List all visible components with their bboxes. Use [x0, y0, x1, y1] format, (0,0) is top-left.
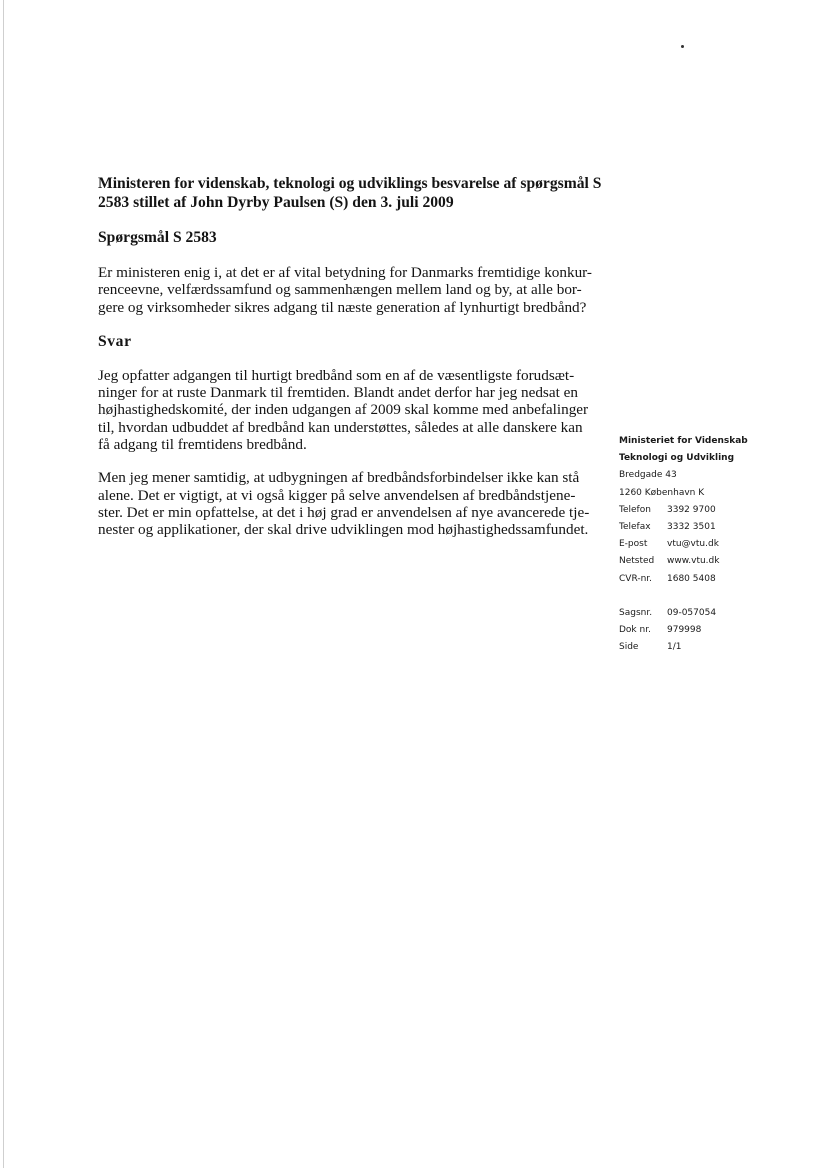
case-value: 979998	[667, 625, 702, 636]
answer-paragraph-2	[98, 469, 593, 538]
case-row-doc	[619, 622, 809, 639]
contact-label: E-post	[619, 539, 648, 550]
answer-line: højhastighedskomité, der inden udgangen af 2009 skal komme med anbefalinger	[98, 401, 589, 419]
ministry-info-sidebar	[619, 433, 809, 656]
scan-edge-line	[3, 0, 4, 1168]
contact-value: vtu@vtu.dk	[667, 539, 719, 550]
question-line: renceevne, velfærdssamfund og sammenhængen mellem land og by, at alle bor-	[98, 281, 582, 299]
contact-row-phone	[619, 502, 809, 519]
case-label: Sagsnr.	[619, 607, 653, 618]
contact-value: 1680 5408	[667, 573, 716, 584]
ministry-name-line: Teknologi og Udvikling	[619, 453, 735, 464]
answer-line: alene. Det er vigtigt, at vi også kigger på selve anvendelsen af bredbåndstjene-	[98, 486, 576, 504]
answer-line: nester og applikationer, der skal drive udviklingen mod højhastighedssamfundet.	[98, 521, 589, 539]
letter-body	[98, 174, 602, 539]
answer-paragraph-1	[98, 367, 593, 453]
address-line: 1260 København K	[619, 487, 705, 498]
contact-row-cvr	[619, 571, 809, 588]
contact-row-fax	[619, 519, 809, 536]
address-line: Bredgade 43	[619, 470, 677, 481]
title-line: Ministeren for videnskab, teknologi og udviklings besvarelse af spørgsmål S	[98, 175, 602, 192]
answer-heading: Svar	[98, 332, 132, 350]
ministry-name-line: Ministeriet for Videnskab	[619, 436, 748, 446]
question-line: Er ministeren enig i, at det er af vital betydning for Danmarks fremtidige konkur-	[98, 264, 592, 281]
contact-value: www.vtu.dk	[667, 556, 720, 567]
answer-line: ster. Det er min opfattelse, at det i høj grad er anvendelsen af nye avancerede tje-	[98, 503, 590, 521]
case-label: Side	[619, 642, 639, 653]
title-line: 2583 stillet af John Dyrby Paulsen (S) den 3. juli 2009	[98, 194, 454, 211]
document-title	[98, 174, 602, 212]
answer-line: Men jeg mener samtidig, at udbygningen af bredbåndsforbindelser ikke kan stå	[98, 469, 580, 487]
case-label: Dok nr.	[619, 625, 651, 636]
question-line: gere og virksomheder sikres adgang til næste generation af lynhurtigt bredbånd?	[98, 298, 587, 316]
contact-label: CVR-nr.	[619, 573, 653, 584]
answer-line: Jeg opfatter adgangen til hurtigt bredbånd som en af de væsentligste forudsæt-	[98, 366, 575, 384]
case-row-page	[619, 639, 809, 656]
question-text	[98, 264, 593, 316]
contact-label: Netsted	[619, 556, 655, 567]
scan-speck	[681, 45, 684, 48]
case-value: 09-057054	[667, 607, 717, 618]
question-heading: Spørgsmål S 2583	[98, 229, 217, 246]
contact-value: 3392 9700	[667, 504, 716, 515]
contact-label: Telefax	[619, 522, 651, 533]
contact-label: Telefon	[619, 504, 651, 515]
contact-value: 3332 3501	[667, 522, 716, 533]
answer-line: få adgang til fremtidens bredbånd.	[98, 436, 307, 454]
case-value: 1/1	[667, 642, 682, 653]
contact-row-website	[619, 553, 809, 570]
answer-line: til, hvordan udbuddet af bredbånd kan understøttes, således at alle danskere kan	[98, 418, 583, 436]
sidebar-spacer	[619, 588, 809, 605]
contact-row-email	[619, 536, 809, 553]
answer-line: ninger for at ruste Danmark til fremtiden. Blandt andet derfor har jeg nedsat en	[98, 384, 578, 402]
case-row-number	[619, 605, 809, 622]
